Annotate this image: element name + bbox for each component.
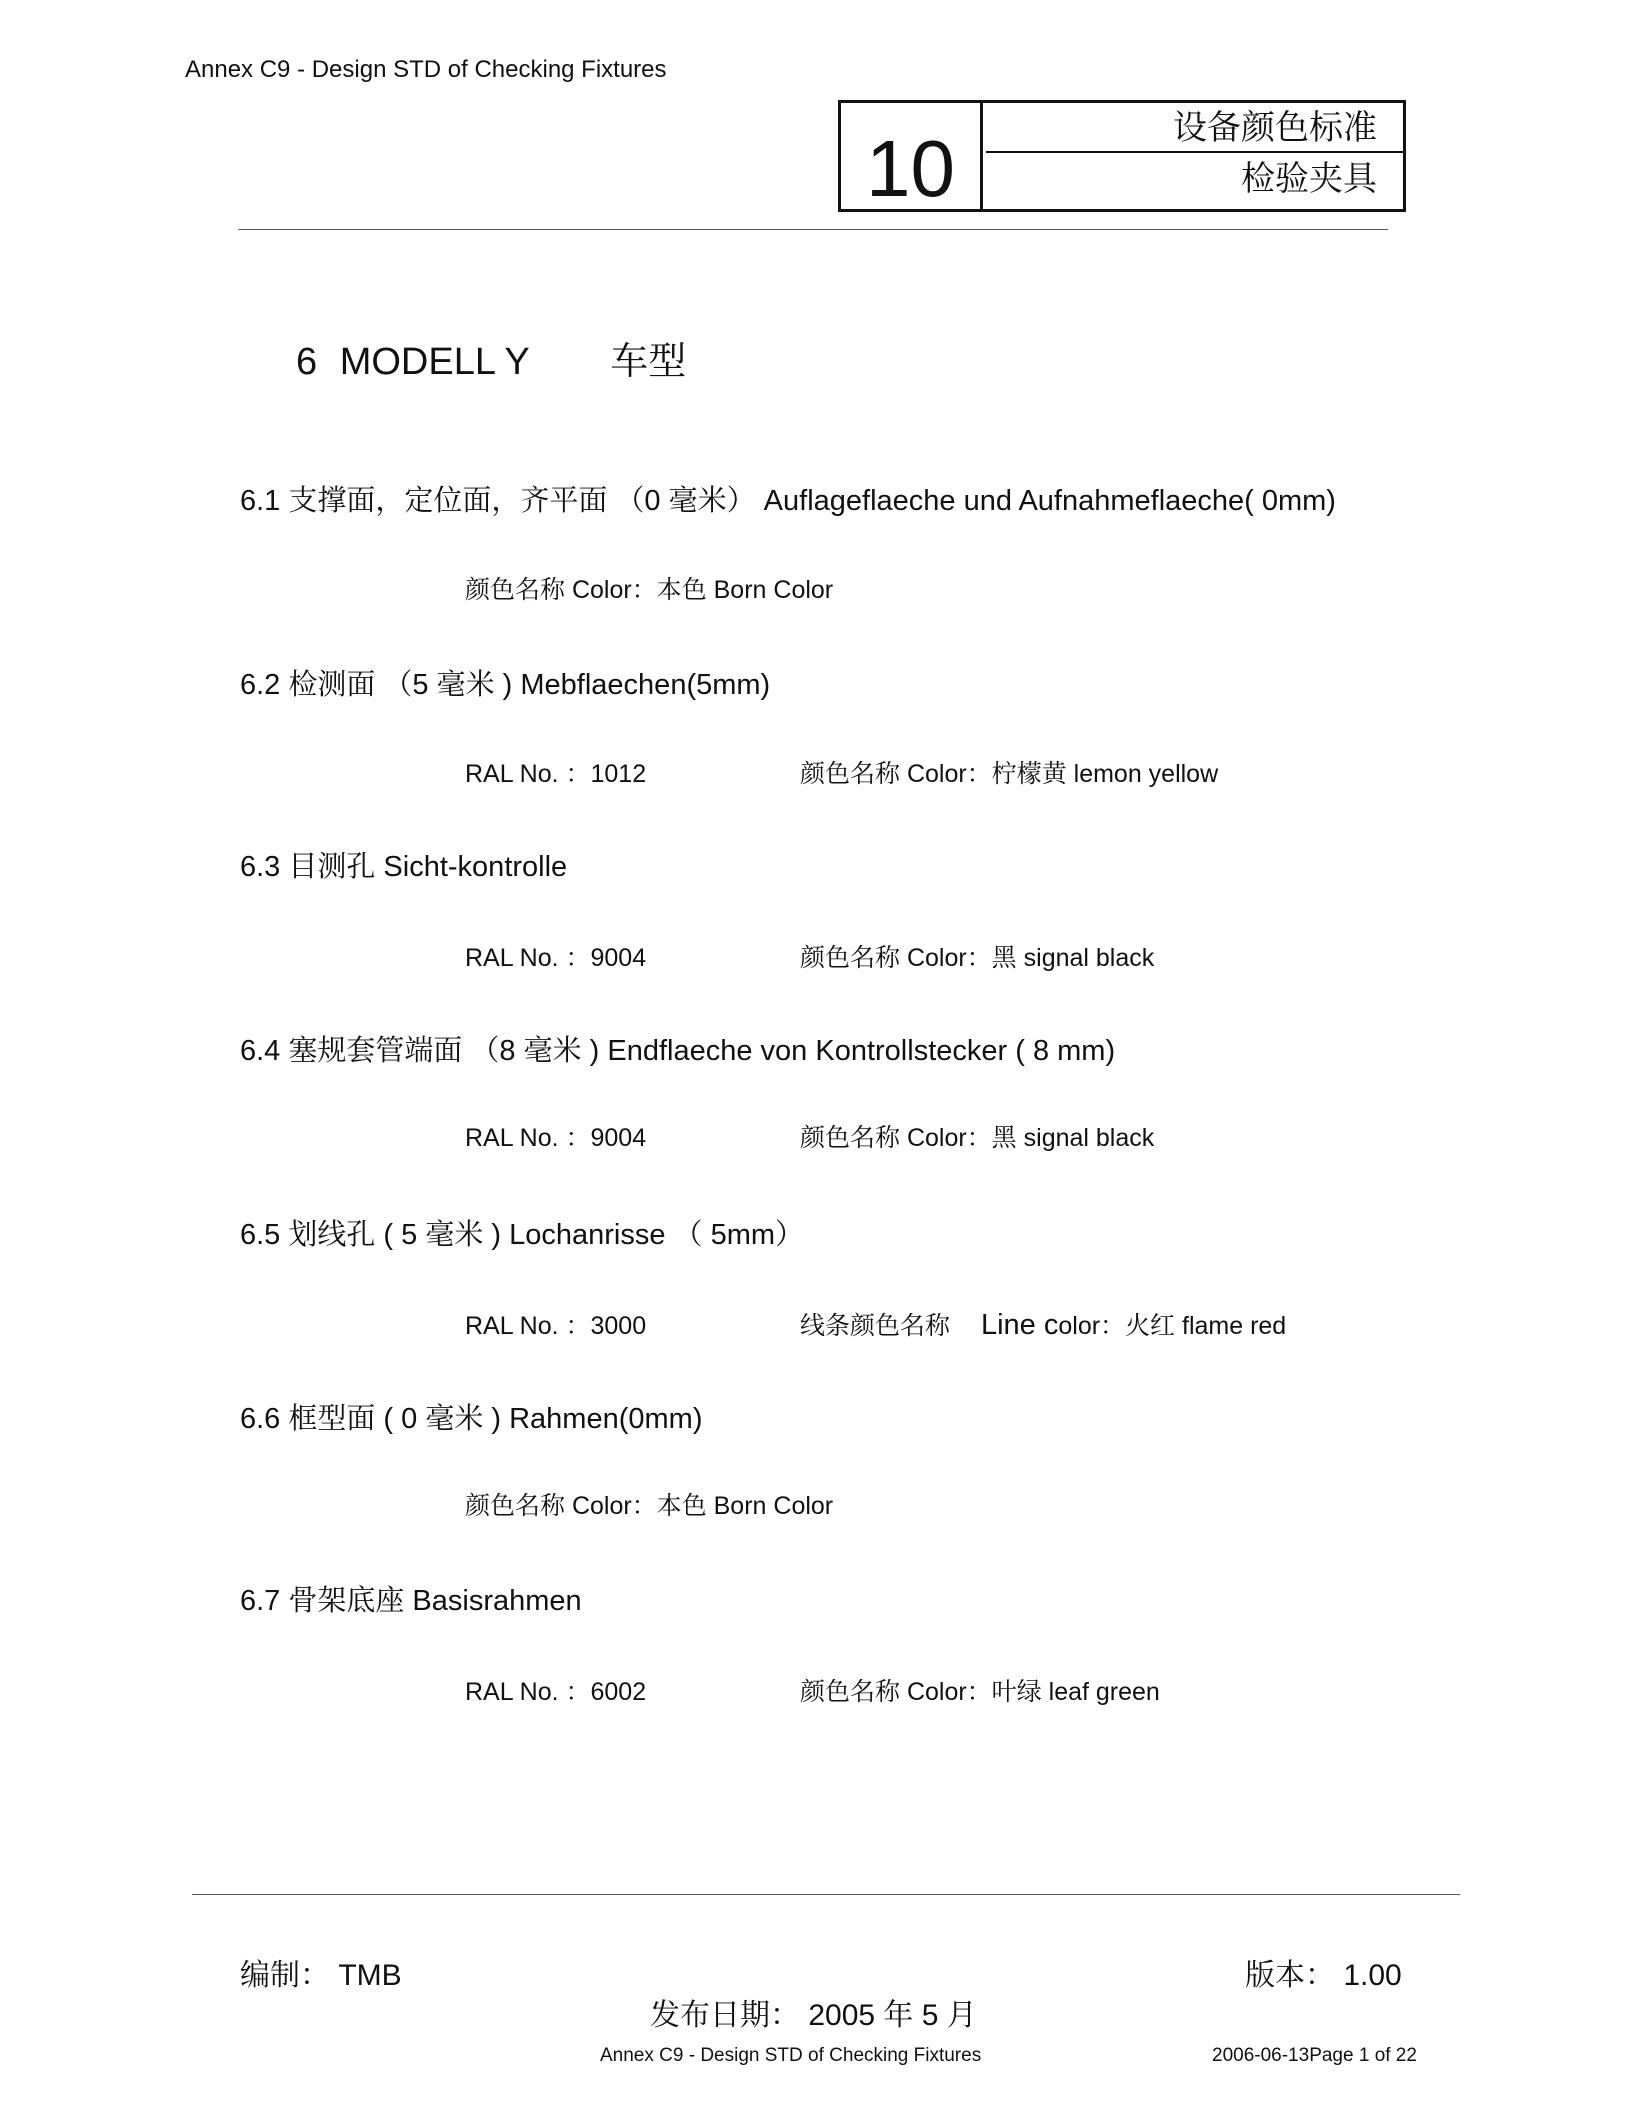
chapter-heading [296, 330, 686, 385]
footer-divider [192, 1894, 1460, 1895]
section-heading-6-3: 6.3 目测孔 Sicht-kontrolle [240, 851, 568, 883]
section-6-1-color: 颜色名称 Color：本色 Born Color [465, 576, 834, 604]
footer-annex-title: Annex C9 - Design STD of Checking Fixtures [600, 2045, 982, 2066]
section-heading-6-2: 6.2 检测面 （5 毫米 ) Mebflaechen(5mm) [240, 669, 771, 701]
footer-release-date: 发布日期： 2005 年 5 月 [650, 1999, 977, 2032]
footer-page-info: 2006-06-13Page 1 of 22 [1212, 2045, 1417, 2066]
section-6-5-color: olor：火红 flame red [1058, 1312, 1287, 1340]
section-heading-6-7: 6.7 骨架底座 Basisrahmen [240, 1585, 582, 1617]
title-box [838, 100, 1406, 212]
section-6-4-ral: RAL No. ：9004 [465, 1124, 647, 1152]
chapter-number-cell: 10 [841, 103, 983, 209]
section-6-6-color: 颜色名称 Color：本色 Born Color [465, 1492, 834, 1520]
section-6-2-ral: RAL No. ：1012 [465, 760, 647, 788]
section-6-5-color-line [800, 1306, 1286, 1342]
title-line-1: 设备颜色标准 [986, 103, 1403, 153]
section-6-4-color: 颜色名称 Color：黑 signal black [800, 1124, 1155, 1152]
section-6-2-color: 颜色名称 Color：柠檬黄 lemon yellow [800, 760, 1219, 788]
title-line-2: 检验夹具 [1241, 160, 1377, 198]
footer-author: 编制： TMB [240, 1959, 402, 1992]
section-6-3-ral: RAL No. ：9004 [465, 944, 647, 972]
header-annex-title: Annex C9 - Design STD of Checking Fixtures [185, 56, 667, 83]
section-heading-6-1: 6.1 支撑面，定位面，齐平面 （0 毫米） Auflageflaeche und Aufnahmeflaeche( 0mm) [240, 485, 1336, 517]
section-heading-6-4: 6.4 塞规套管端面 （8 毫米 ) Endflaeche von Kontrollstecker ( 8 mm) [240, 1035, 1116, 1067]
chapter-title-zh: 车型 [610, 341, 687, 383]
section-6-7-color: 颜色名称 Color：叶绿 leaf green [800, 1678, 1160, 1706]
section-heading-6-6: 6.6 框型面 ( 0 毫米 ) Rahmen(0mm) [240, 1403, 703, 1435]
header-divider [238, 229, 1388, 230]
chapter-title-en: MODELL Y [339, 341, 530, 383]
section-6-3-color: 颜色名称 Color：黑 signal black [800, 944, 1155, 972]
section-6-5-ral: RAL No. ：3000 [465, 1312, 647, 1340]
footer-version: 版本： 1.00 [1245, 1959, 1402, 1992]
section-heading-6-5: 6.5 划线孔 ( 5 毫米 ) Lochanrisse （ 5mm） [240, 1219, 805, 1251]
section-6-5-color-big: Line c [980, 1309, 1059, 1341]
chapter-number: 6 [296, 341, 318, 383]
section-6-5-color-prefix: 线条颜色名称 [800, 1312, 951, 1340]
section-6-7-ral: RAL No. ：6002 [465, 1678, 647, 1706]
